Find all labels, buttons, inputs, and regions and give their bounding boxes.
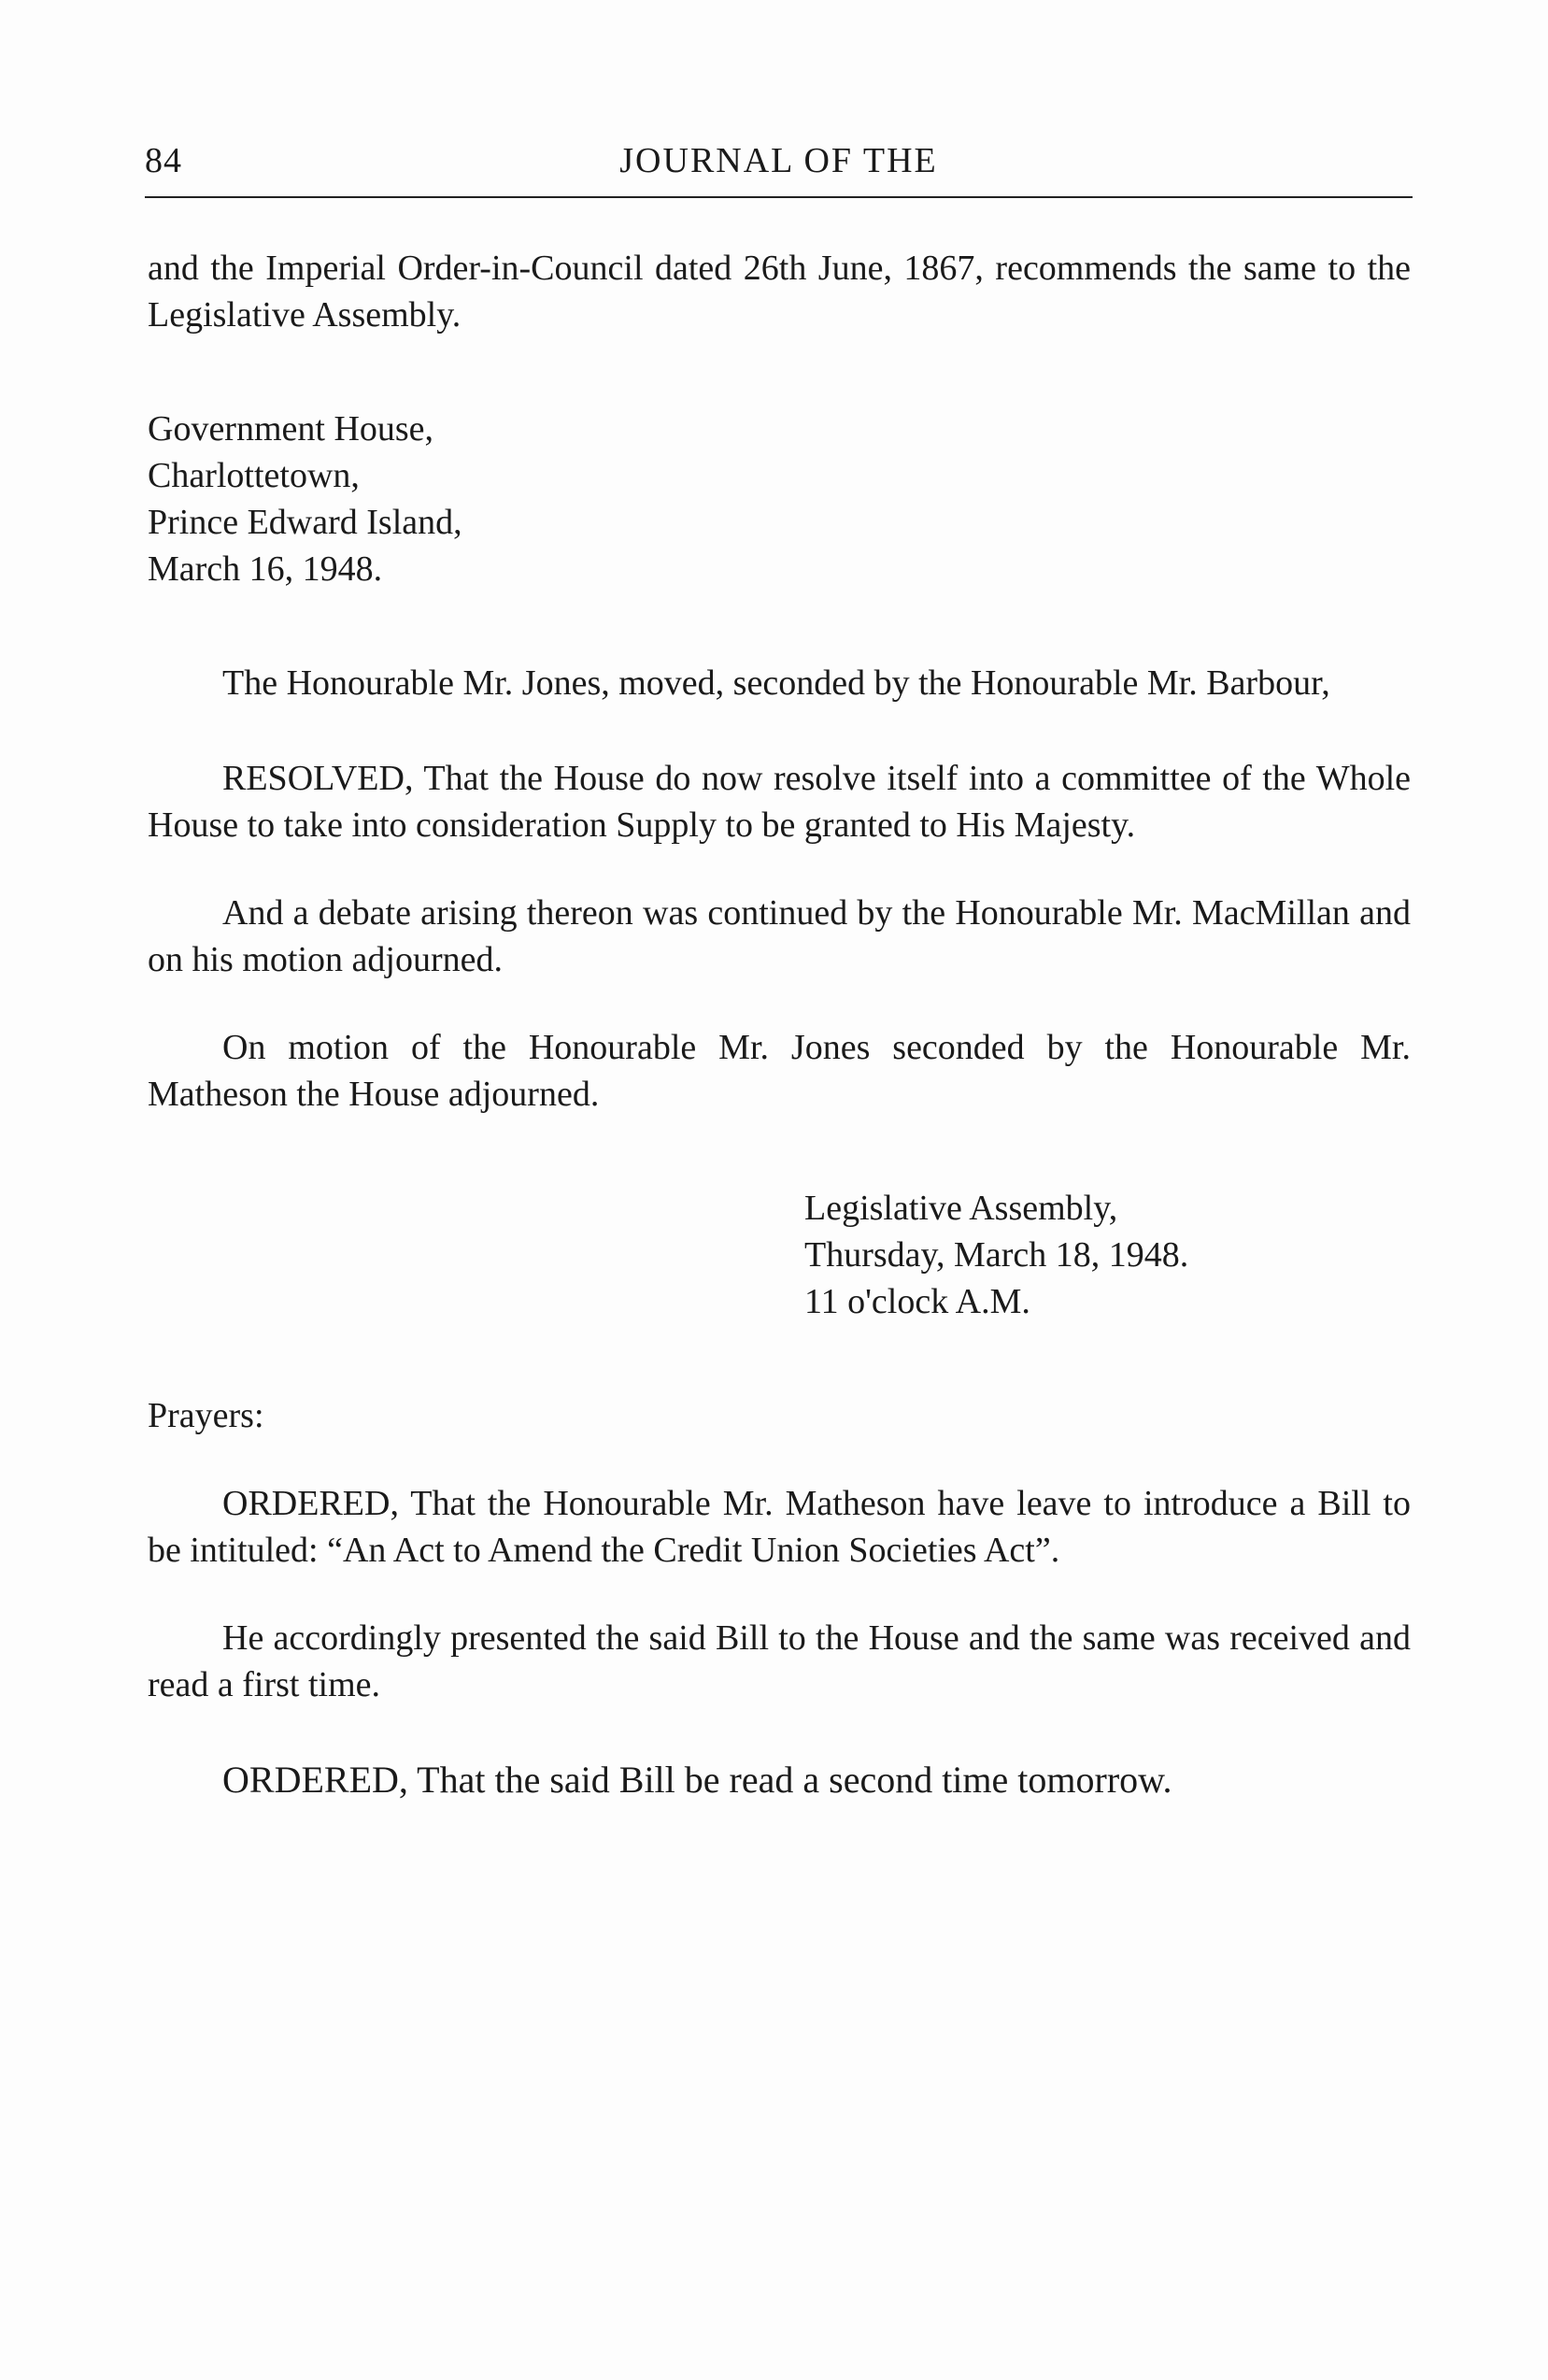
running-head: JOURNAL OF THE [619, 141, 938, 180]
page-number: 84 [145, 141, 182, 180]
session-date: Thursday, March 18, 1948. [804, 1235, 1189, 1275]
paragraph-recommendation: and the Imperial Order-in-Council dated 26th June, 1867, recommends the same to the Legislative Assembly. [148, 249, 1411, 335]
address-line: Charlottetown, [148, 456, 360, 495]
paragraph-ordered-second-reading: ORDERED, That the said Bill be read a second time tomorrow. [222, 1759, 1172, 1801]
journal-body [148, 245, 1411, 1803]
session-line: Legislative Assembly, [804, 1189, 1118, 1228]
paragraph-presented: He accordingly presented the said Bill to the House and the same was received and read a first time. [148, 1618, 1411, 1704]
address-date: March 16, 1948. [148, 549, 383, 589]
session-time: 11 o'clock A.M. [804, 1282, 1030, 1321]
prayers-label: Prayers: [148, 1396, 264, 1435]
paragraph-adjourned: On motion of the Honourable Mr. Jones seconded by the Honourable Mr. Matheson the House adjourned. [148, 1028, 1411, 1114]
paragraph-debate: And a debate arising thereon was continued by the Honourable Mr. MacMillan and on his motion adjourned. [148, 893, 1411, 979]
address-block [148, 406, 1411, 592]
header-rule [145, 196, 1413, 198]
paragraph-motion: The Honourable Mr. Jones, moved, seconded by the Honourable Mr. Barbour, [222, 663, 1330, 703]
page-header [145, 140, 1413, 196]
address-line: Government House, [148, 409, 434, 449]
paragraph-resolved: RESOLVED, That the House do now resolve itself into a committee of the Whole House to take into consideration Supply to be granted to His Majesty. [148, 759, 1411, 845]
address-line: Prince Edward Island, [148, 503, 462, 542]
paragraph-ordered-leave: ORDERED, That the Honourable Mr. Matheson have leave to introduce a Bill to be intituled: “An Act to Amend the Credit Union Societies Act”. [148, 1484, 1411, 1570]
session-heading [804, 1185, 1411, 1325]
